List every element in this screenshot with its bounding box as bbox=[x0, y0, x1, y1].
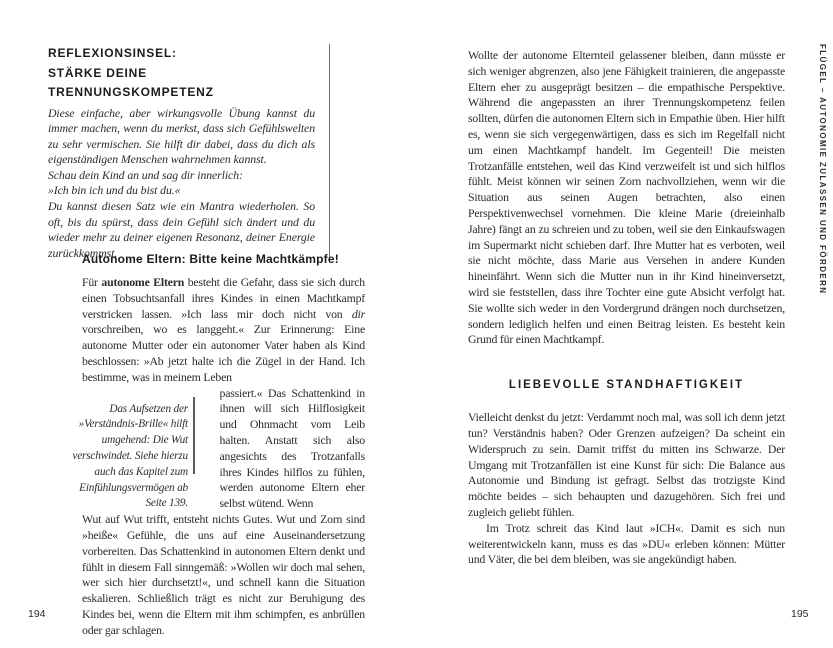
right-page-column bbox=[468, 48, 785, 568]
reflection-intro: Diese einfache, aber wirkungsvolle Übung kannst du immer machen, wenn du merkst, dass sich Gefühlswelten zu sehr vermischen. Sie hilft dir dabei, dass du dich als eigenständigen Menschen wahrnehmen kannst. bbox=[48, 105, 315, 167]
page-number-left: 194 bbox=[28, 608, 46, 620]
right-paragraph-top: Wollte der autonome Elternteil gelassener bleiben, dann müsste er sich weniger abgrenzen, also jene Fähigkeit trainieren, die angepasste Eltern eher zu ausgeprägt besitzen – die empathische Perspektive. Während die angepassten an ihrer Trennungskompetenz feilen sollten, dürfen die autonomen Eltern sich in Empathie üben. Hier hilft es, wenn sie sich vergegenwärtigen, dass es sich im Regelfall nicht um einen Machtkampf handelt. Im Gegenteil! Die meisten Trotzanfälle entstehen, weil das Kind verzweifelt ist und sich hilflos fühlt. Meist können wir seinen Zorn nachvollziehen, wenn wir die Situation aus seinen Augen betrachten, also einen Perspektivenwechsel vornehmen. Die kleine Marie (dreieinhalb Jahre) fängt an zu schreien und zu toben, weil sie den Einkaufswagen im Supermarkt nicht schieben darf. Ihre Mutter hat es verboten, weil sie nicht möchte, dass Marie aus Versehen in andere Kunden hineinfährt. Wenn sich die Mutter nun in ihr Kind hineinversetzt, wird sie feststellen, dass ihre Tochter eine gute Absicht verfolgt hat. Sie wollte sich weder in den Vordergrund drängen noch durchsetzen, sondern lediglich helfen und einen Beitrag leisten. Es besteht kein Grund für einen Machtkampf. bbox=[468, 48, 785, 347]
section-paragraph-continue: Wut auf Wut trifft, entsteht nichts Gutes. Wut und Zorn sind »heiße« Gefühle, die uns auf eine Auseinandersetzung vorbereiten. Das Schattenkind in autonomen Eltern denkt und fühlt in diesem Fall sinngemäß: »Wollen wir doch mal sehen, wer sich hier durchsetzt!«, und schnell kann die Situation eskalieren. Schließlich trägt es nicht zur Beruhigung des Kindes bei, wenn die Eltern mit ihm schimpfen, es anbrüllen oder gar schlagen. bbox=[82, 512, 365, 637]
reflection-box-title bbox=[48, 44, 315, 103]
margin-note: Das Aufsetzen der »Verständnis-Brille« hilft umgehend: Die Wut verschwindet. Siehe hierzu auch das Kapitel zum Einfühlungsvermögen ab Seite 139. bbox=[72, 402, 188, 510]
section-heading: Autonome Eltern: Bitte keine Machtkämpfe! bbox=[82, 252, 339, 266]
chapter-sidebar-label: FLÜGEL – AUTONOMIE ZULASSEN UND FÖRDERN bbox=[818, 44, 827, 295]
reflection-box bbox=[48, 44, 330, 261]
reflection-title-line2: STÄRKE DEINE TRENNUNGSKOMPETENZ bbox=[48, 65, 214, 99]
right-section-heading: LIEBEVOLLE STANDHAFTIGKEIT bbox=[508, 379, 745, 392]
page-number-right: 195 bbox=[791, 608, 809, 620]
reflection-mantra: »Ich bin ich und du bist du.« bbox=[48, 183, 181, 198]
paragraph-beside-note: passiert.« Das Schattenkind in ihnen will sich Hilflosigkeit und Ohnmacht vom Leib halten. Anstatt sich also angesichts des Trotzanfalls ihres Kindes hilflos zu fühlen, werden autonome Eltern eher selbst wütend. Wenn bbox=[219, 385, 365, 511]
margin-note-row bbox=[72, 385, 365, 513]
left-page-section bbox=[72, 252, 365, 639]
right-paragraph-1: Vielleicht denkst du jetzt: Verdammt noch mal, was soll ich denn jetzt tun? Verständnis haben? Oder Grenzen aufzeigen? Da scheint ein Widerspruch zu sein. Damit triffst du mitten ins Schwarze. Der Umgang mit Trotzanfällen ist eine Kunst für sich: Die Balance aus Autonomie und Bindung ist gefragt. Selbst das trotzigste Kind möchte beides – sich behaupten und dazugehören. Sich frei und zugleich geliebt fühlen. bbox=[468, 410, 785, 519]
margin-note-rule bbox=[193, 397, 195, 474]
reflection-instruction: Schau dein Kind an und sag dir innerlich: bbox=[48, 167, 243, 182]
reflection-box-body bbox=[48, 106, 315, 262]
reflection-title-line1: REFLEXIONSINSEL: bbox=[48, 46, 177, 60]
right-paragraph-2: Im Trotz schreit das Kind laut »ICH«. Damit es sich nun weiterentwickeln kann, muss es das »DU« erleben können: Mütter und Väter, die bei dem bleiben, was sie angekündigt haben. bbox=[468, 520, 785, 567]
section-paragraph-intro: Für autonome Eltern besteht die Gefahr, dass sie sich durch einen Tobsuchtsanfall ihres Kindes in einen Machtkampf verstricken lassen. »Ich lass mir doch nicht von dir vorschreiben, wo es langgeht.« Zur Erinnerung: Eine autonome Mutter oder ein autonomer Vater haben als Kind beschlossen: »Ab jetzt halte ich die Zügel in der Hand. Ich bestimme, was in meinem Leben bbox=[82, 275, 365, 384]
reflection-outro: Du kannst diesen Satz wie ein Mantra wiederholen. So oft, bis du spürst, dass dein Gefühl sich ändert und du wieder mehr zu deiner eigenen Resonanz, deiner Energie zurückkommst. bbox=[48, 199, 315, 260]
